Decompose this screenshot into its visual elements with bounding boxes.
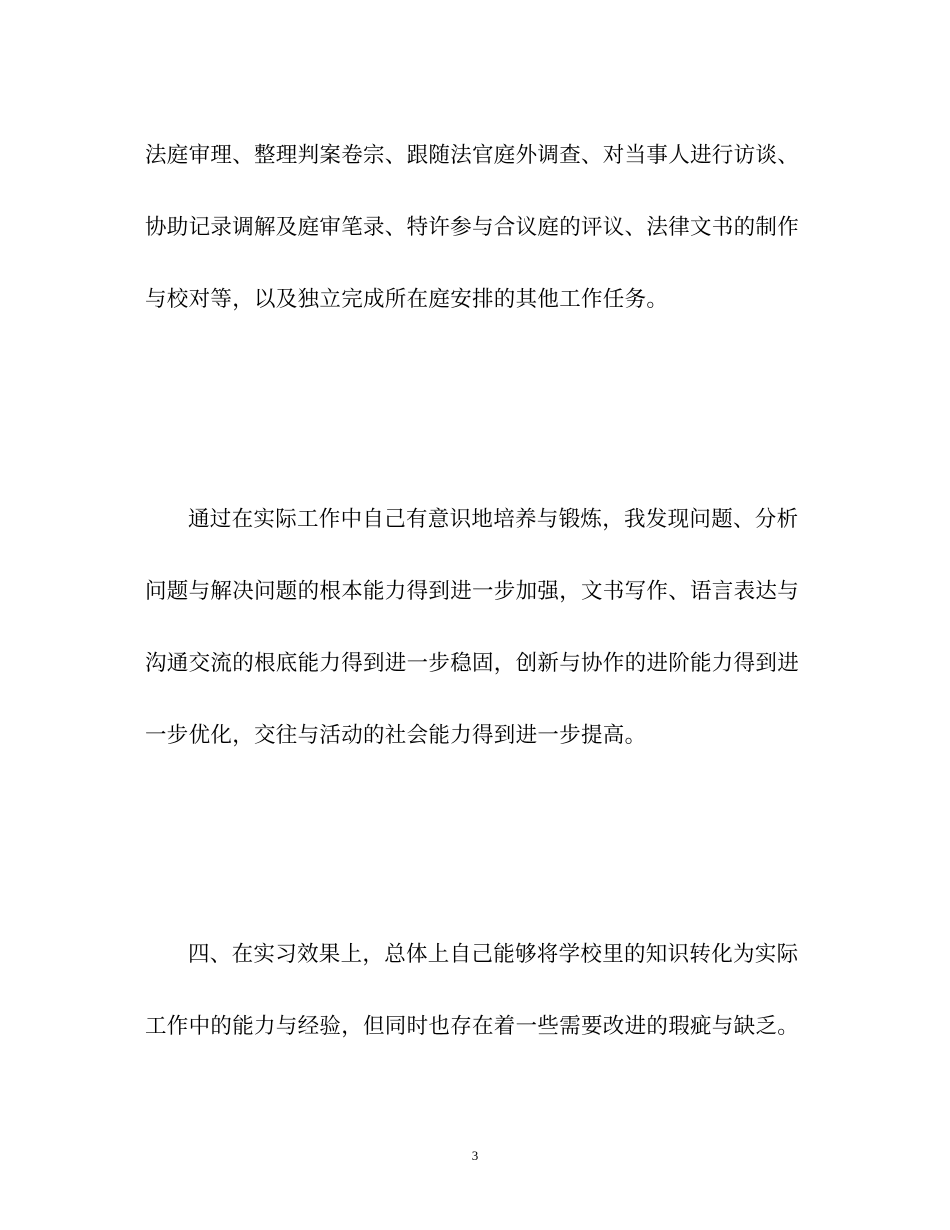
paragraph-1-line-1: 法庭审理、整理判案卷宗、跟随法官庭外调查、对当事人进行访谈、 — [145, 143, 800, 168]
paragraph-2-line-3: 沟通交流的根底能力得到进一步稳固，创新与协作的进阶能力得到进 — [145, 651, 800, 676]
paragraph-1-line-3: 与校对等，以及独立完成所在庭安排的其他工作任务。 — [145, 287, 669, 312]
paragraph-3-line-1: 四、在实习效果上，总体上自己能够将学校里的知识转化为实际 — [188, 942, 799, 967]
paragraph-1-line-2: 协助记录调解及庭审笔录、特许参与合议庭的评议、法律文书的制作 — [145, 215, 800, 240]
paragraph-2-line-4: 一步优化，交往与活动的社会能力得到进一步提高。 — [145, 723, 647, 748]
paragraph-2-line-1: 通过在实际工作中自己有意识地培养与锻炼，我发现问题、分析 — [188, 507, 799, 532]
page-number: 3 — [471, 1148, 479, 1163]
paragraph-2-line-2: 问题与解决问题的根本能力得到进一步加强，文书写作、语言表达与 — [145, 579, 800, 604]
paragraph-3-line-2: 工作中的能力与经验，但同时也存在着一些需要改进的瑕疵与缺乏。 — [145, 1014, 800, 1039]
